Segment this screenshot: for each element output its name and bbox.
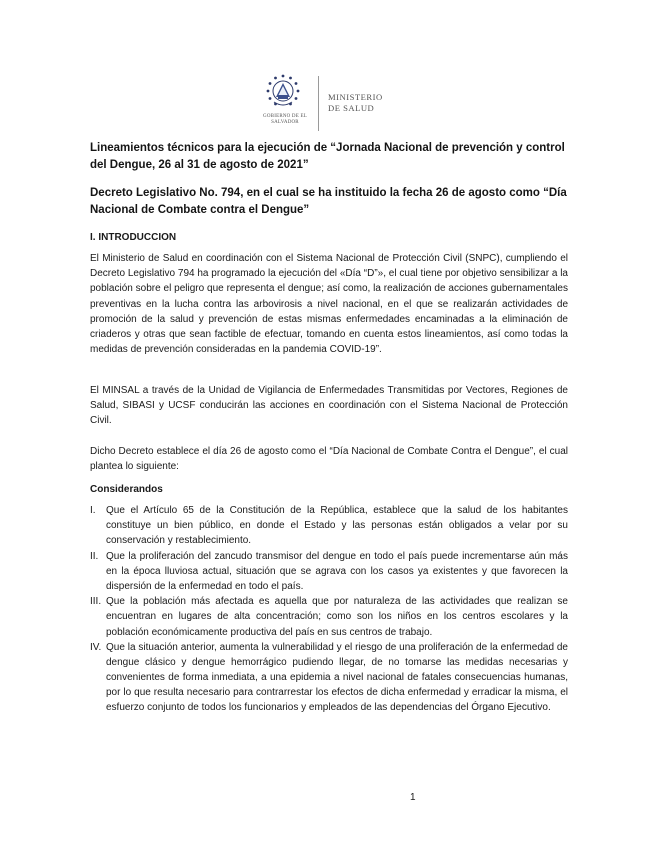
intro-paragraph-1: El Ministerio de Salud en coordinación con el Sistema Nacional de Protección Civil (SNPC), cumpliendo el Decreto Legislativo 794 ha programado la ejecución del «Día “D”», el cual tiene por objetivo sensibilizar a la población sobre el peligro que representa el dengue; así como, la realización de acciones gubernamentales preventivas en la lucha contra las arbovirosis a nivel nacional, en el que se realizarán actividades de promoción de la salud y prevención de estas mismas enfermedades encaminadas a la eliminación de criaderos y otras que sean factible de efectuar, tomando en cuenta estos lineamientos, así como todas la medidas de prevención consideradas en la pandemia COVID-19”.: [90, 253, 568, 356]
item-text: Que la situación anterior, aumenta la vulnerabilidad y el riesgo de una proliferación de la enfermedad de dengue clásico y dengue hemorrágico pudiendo llegar, de no tomarse las medidas necesarias y convenientes de forma inmediata, a una epidemia a nivel nacional de fatales consecuencias humanas, por lo que resulta necesario para contrarrestar los efectos de dicha enfermedad y erradicar la misma, el esfuerzo conjunto de todos los funcionarios y empleados de las dependencias del Órgano Ejecutivo.: [106, 641, 568, 714]
intro-paragraph-2: El MINSAL a través de la Unidad de Vigilancia de Enfermedades Transmitidas por Vectores, Regiones de Salud, SIBASI y UCSF conducirán las acciones en coordinación con el Sistema Nacional de Protección Civil.: [90, 385, 568, 427]
list-item: [90, 549, 568, 595]
item-text: Que la proliferación del zancudo transmisor del dengue en todo el país puede incrementarse aún más en la época lluviosa actual, situación que se agrava con los casos ya existentes y que favorecen la dispersión de la enfermedad en todo el país.: [106, 550, 568, 592]
section-heading: I. INTRODUCCION: [90, 232, 177, 243]
document-header: [262, 72, 402, 134]
list-item: [90, 503, 568, 549]
intro-paragraph-3: Dicho Decreto establece el día 26 de agosto como el “Día Nacional de Combate Contra el Dengue”, el cual plantea lo siguiente:: [90, 446, 568, 473]
header-divider: [318, 76, 319, 131]
decree-title: Decreto Legislativo No. 794, en el cual se ha instituido la fecha 26 de agosto como “Día Nacional de Combate contra el Dengue”: [90, 187, 567, 217]
ministry-line-2: DE SALUD: [328, 103, 375, 113]
page-number: 1: [410, 792, 416, 803]
item-number: IV.: [90, 641, 102, 653]
considerandos-list: [90, 503, 568, 716]
item-text: Que la población más afectada es aquella que por naturaleza de las actividades que realizan se encuentran en lugares de alta concentración; como son los niños en los centros escolares y la población económicamente productiva del país en sus centros de trabajo.: [106, 596, 568, 638]
seal-emblem-icon: [262, 72, 304, 114]
considerandos-heading: Considerandos: [90, 484, 163, 495]
ministry-line-1: MINISTERIO: [328, 92, 383, 102]
seal-caption: GOBIERNO DE EL SALVADOR: [263, 114, 307, 126]
item-number: II.: [90, 550, 99, 562]
government-seal-logo: [262, 72, 307, 134]
item-text: Que el Artículo 65 de la Constitución de la República, establece que la salud de los habitantes constituye un bien público, en donde el Estado y las personas están obligados a velar por su conservación y restablecimiento.: [106, 505, 568, 547]
list-item: [90, 594, 568, 640]
item-number: I.: [90, 505, 96, 516]
ministry-name: [328, 92, 383, 114]
list-item: [90, 640, 568, 716]
document-title: Lineamientos técnicos para la ejecución de “Jornada Nacional de prevención y control del Dengue, 26 al 31 de agosto de 2021”: [90, 142, 565, 172]
item-number: III.: [90, 596, 102, 608]
